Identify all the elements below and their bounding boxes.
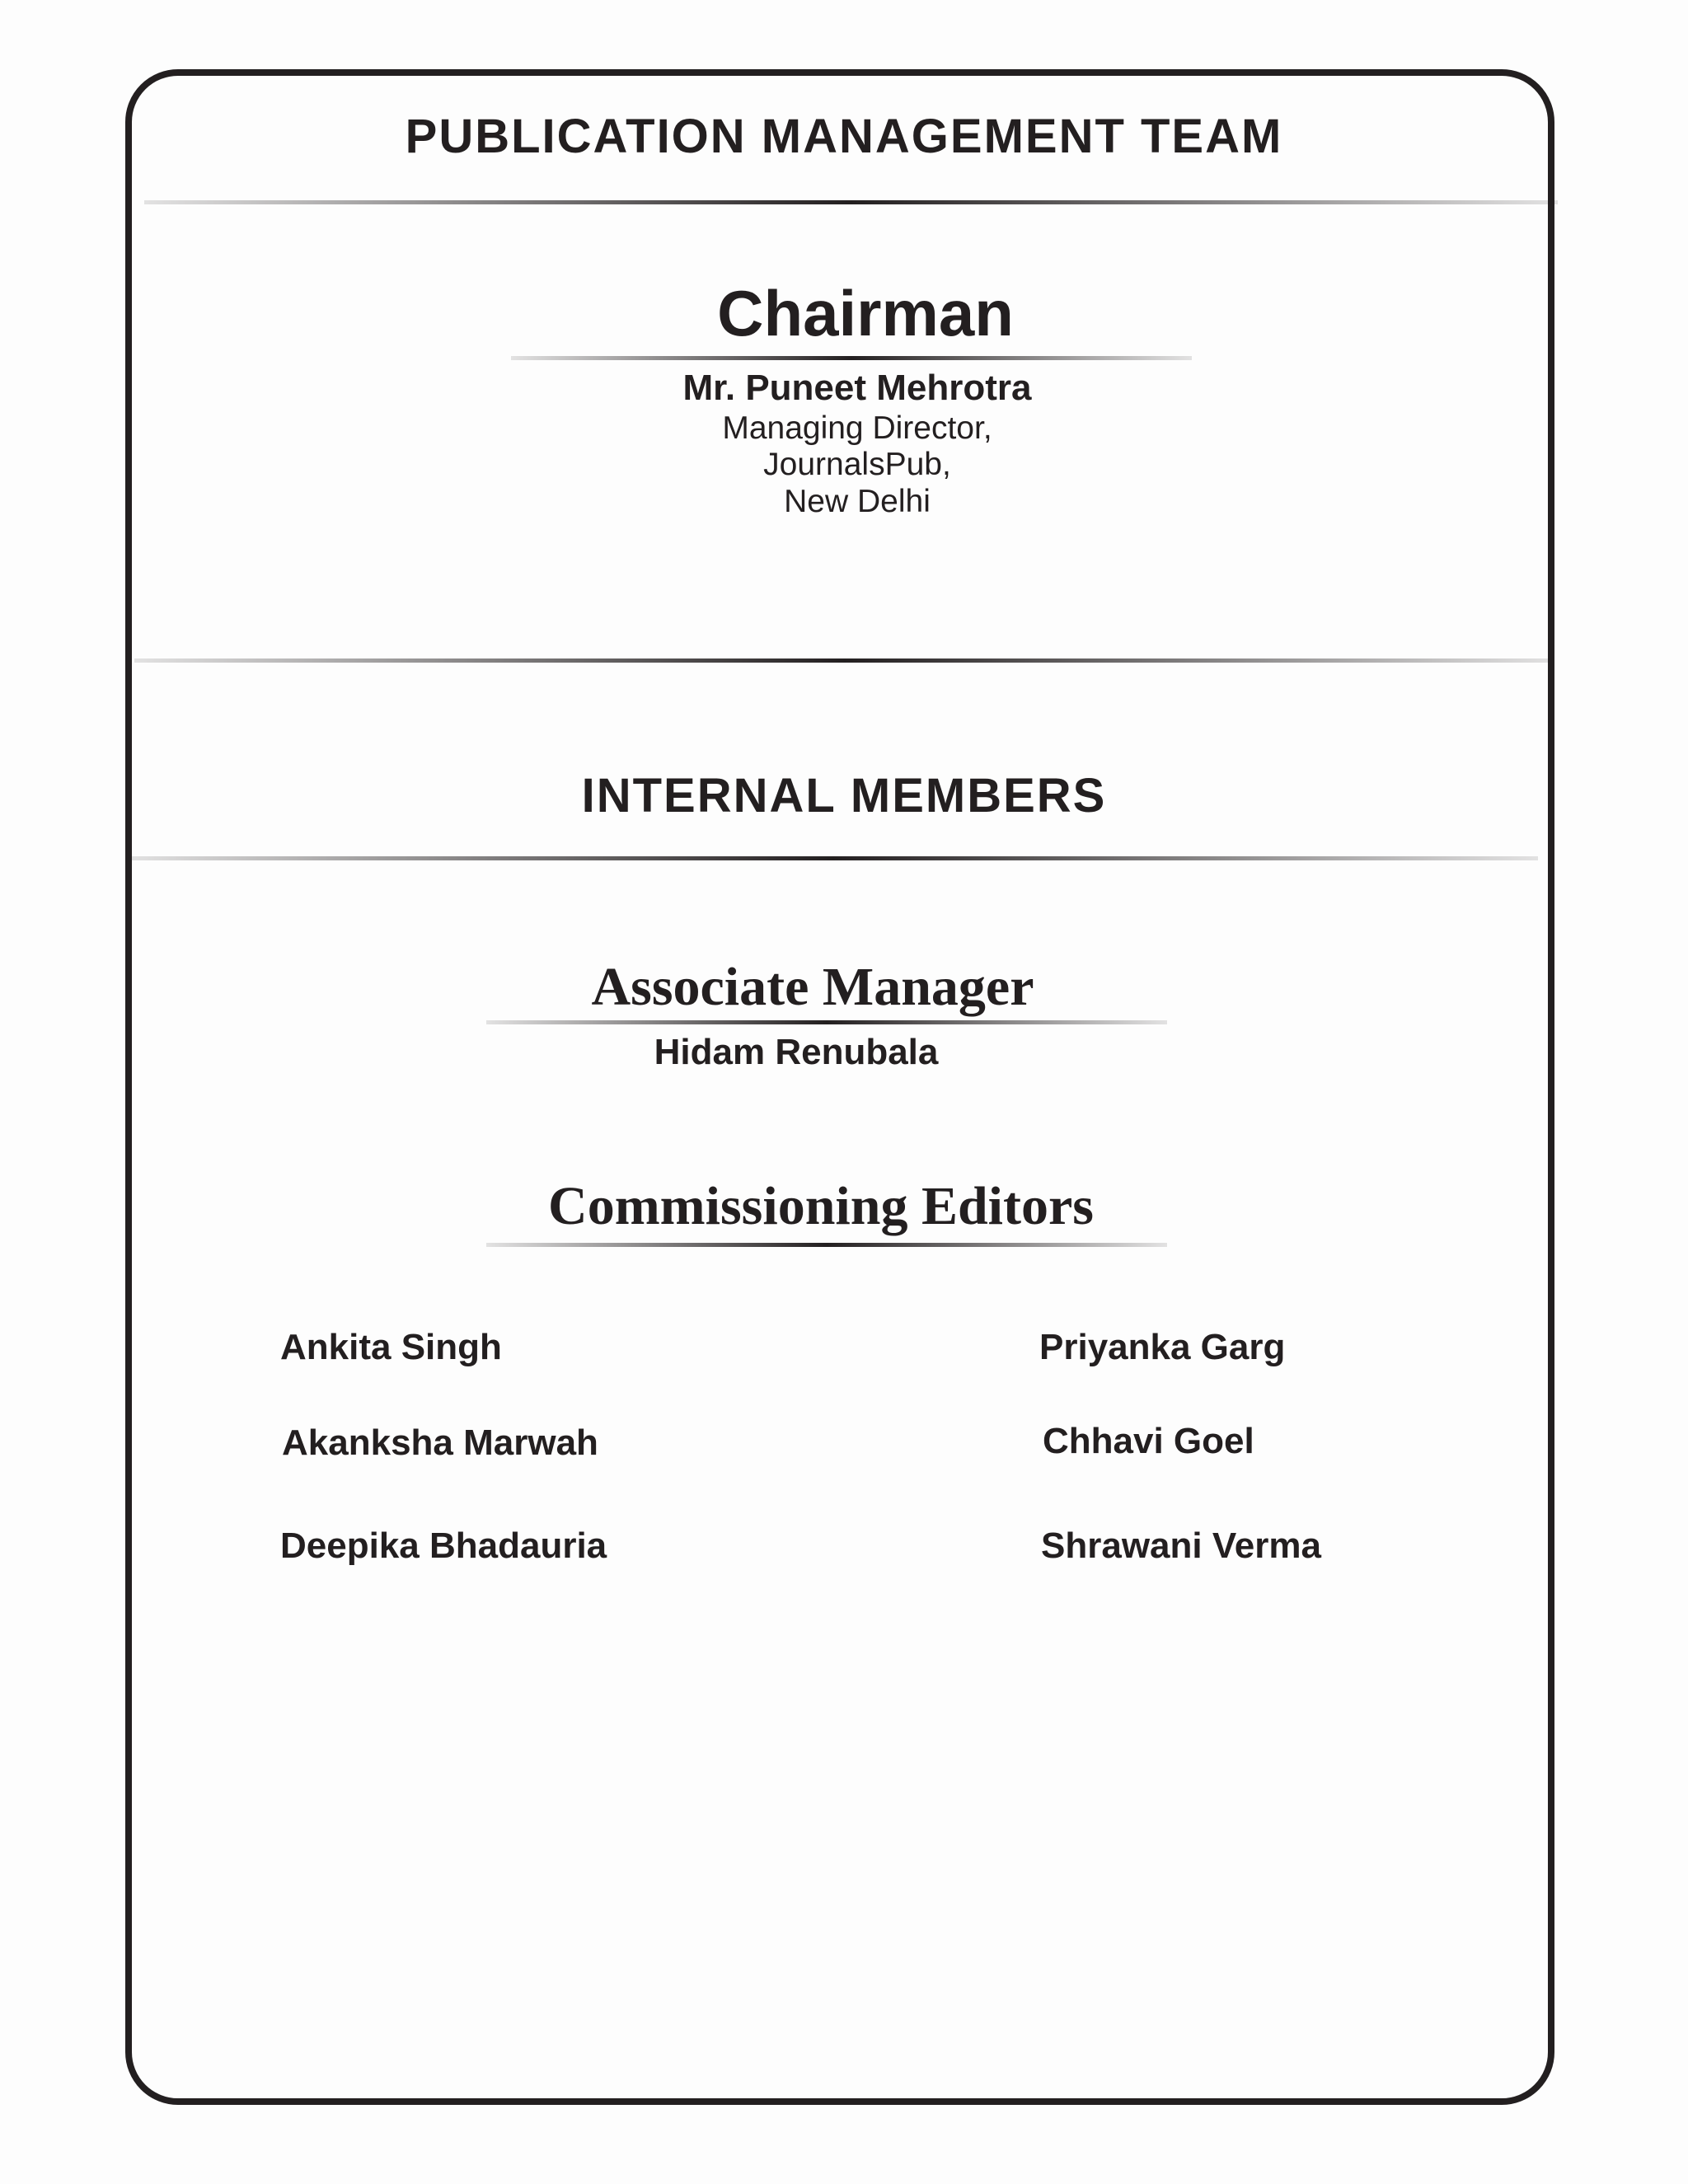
editor-name: Akanksha Marwah (282, 1422, 598, 1463)
internal-members-divider (128, 856, 1538, 860)
title-divider (144, 200, 1558, 204)
chairman-heading-underline (511, 356, 1192, 360)
editor-name: Deepika Bhadauria (280, 1526, 607, 1566)
editor-name: Ankita Singh (280, 1327, 502, 1367)
chairman-location: New Delhi (784, 484, 931, 519)
commissioning-editors-heading: Commissioning Editors (548, 1176, 1094, 1236)
internal-members-title: INTERNAL MEMBERS (581, 769, 1107, 823)
associate-manager-underline (486, 1020, 1167, 1024)
editor-name: Priyanka Garg (1039, 1327, 1286, 1367)
editor-name: Chhavi Goel (1043, 1421, 1254, 1461)
associate-manager-heading: Associate Manager (591, 957, 1034, 1017)
page-title: PUBLICATION MANAGEMENT TEAM (405, 110, 1283, 163)
chairman-name: Mr. Puneet Mehrotra (682, 368, 1032, 408)
chairman-role: Managing Director, (722, 410, 992, 446)
associate-manager-name: Hidam Renubala (654, 1032, 939, 1072)
editor-name: Shrawani Verma (1041, 1526, 1321, 1566)
chairman-heading: Chairman (717, 277, 1014, 349)
chairman-organization: JournalsPub, (763, 447, 951, 482)
commissioning-editors-underline (486, 1243, 1167, 1247)
section-divider (134, 658, 1554, 663)
